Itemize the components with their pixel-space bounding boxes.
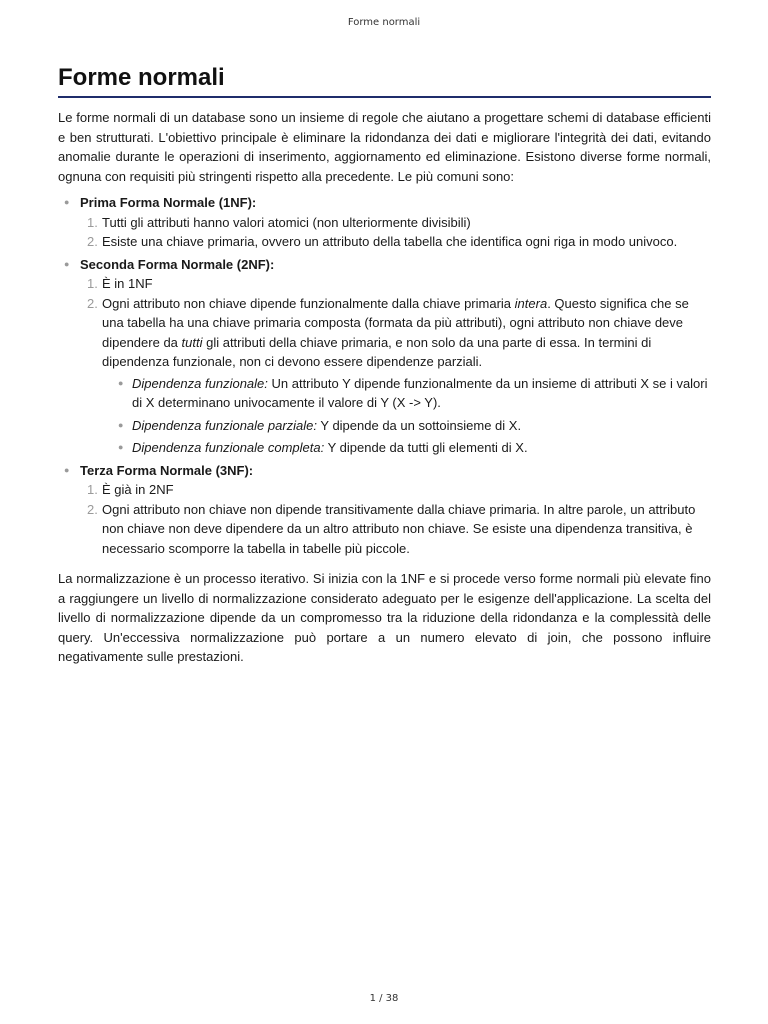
form-title-3nf: Terza Forma Normale (3NF): <box>80 462 254 478</box>
list-item-text <box>102 296 689 370</box>
bullet-icon: ● <box>118 419 124 430</box>
list-item-1nf <box>58 193 711 252</box>
normal-forms-list <box>58 193 711 558</box>
list-item <box>80 294 711 458</box>
form-title-1nf: Prima Forma Normale (1NF): <box>80 195 257 210</box>
definitions-list <box>102 374 711 458</box>
list-item <box>80 232 711 252</box>
text-segment: . Questo significa che se una tabella ha una chiave primaria composta (formata da più attributi), ogni attributo non chiave deve dipendere da <box>102 295 689 350</box>
list-item <box>80 213 711 233</box>
document-body <box>58 63 711 667</box>
list-item <box>80 500 711 559</box>
closing-paragraph: La normalizzazione è un processo iterativo. Si inizia con la 1NF e si procede verso forme normali più elevate fino a raggiungere un livello di normalizzazione considerato adeguato per le esigenze dell'applicazione. La scelta del livello di normalizzazione dipende da un compromesso tra la riduzione della ridondanza e la complessità delle query. Un'eccessiva normalizzazione può portare a un numero elevato di join, che possono influire negativamente sulle prestazioni. <box>58 571 711 664</box>
list-number: 2. <box>87 295 98 311</box>
list-number: 2. <box>87 501 98 517</box>
definition-term: Dipendenza funzionale: <box>132 375 268 391</box>
form-title-2nf: Seconda Forma Normale (2NF): <box>80 256 275 272</box>
definition-item <box>102 416 711 436</box>
list-number: 1. <box>87 214 98 230</box>
definition-text: Y dipende da un sottoinsieme di X. <box>317 417 522 433</box>
page-title: Forme normali <box>58 63 711 98</box>
bullet-icon: ● <box>64 258 70 269</box>
text-segment: Ogni attributo non chiave dipende funzionalmente dalla chiave primaria <box>102 295 515 311</box>
definition-item <box>102 374 711 413</box>
list-item <box>80 480 711 500</box>
definition-text: Y dipende da tutti gli elementi di X. <box>324 440 528 455</box>
list-number: 1. <box>87 482 98 497</box>
bullet-icon: ● <box>64 464 70 475</box>
bullet-icon: ● <box>64 197 70 207</box>
definition-term: Dipendenza funzionale parziale: <box>132 417 318 433</box>
list-item-text: È già in 2NF <box>102 482 174 497</box>
list-item-text: Tutti gli attributi hanno valori atomici (non ulteriormente divisibili) <box>102 214 471 230</box>
sub-list-1nf <box>80 213 711 252</box>
sub-list-2nf <box>80 274 711 458</box>
bullet-icon: ● <box>118 442 124 452</box>
running-header-title: Forme normali <box>347 17 421 28</box>
list-item-2nf <box>58 255 711 458</box>
definition-item <box>102 438 711 458</box>
list-item-text: Esiste una chiave primaria, ovvero un attributo della tabella che identifica ogni riga in modo univoco. <box>102 234 678 249</box>
list-item <box>80 274 711 294</box>
list-number: 2. <box>87 234 98 249</box>
list-number: 1. <box>87 276 98 291</box>
intro-paragraph: Le forme normali di un database sono un insieme di regole che aiutano a progettare schemi di database efficienti e ben strutturati. L'obiettivo principale è eliminare la ridondanza dei dati e migliorare l'integrità dei dati, evitando anomalie durante le operazioni di inserimento, aggiornamento ed eliminazione. Esistono diverse forme normali, ognuna con requisiti più stringenti rispetto alla precedente. Le più comuni sono: <box>58 110 711 184</box>
text-segment: gli attributi della chiave primaria, e non solo da una parte di essa. In termini di dipendenza funzionale, non ci devono essere dipendenze parziali. <box>102 334 652 369</box>
page-indicator: 1 / 38 <box>369 993 399 1004</box>
list-item-text: Ogni attributo non chiave non dipende transitivamente dalla chiave primaria. In altre parole, un attributo non chiave non deve dipendere da un altro attributo non chiave. Se esiste una dipendenza transitiva, è necessario scomporre la tabella in tabelle più piccole. <box>102 501 696 556</box>
definition-term: Dipendenza funzionale completa: <box>132 440 325 455</box>
list-item-3nf <box>58 461 711 559</box>
list-item-text: È in 1NF <box>102 276 153 291</box>
emphasis-text: intera <box>514 295 548 311</box>
sub-list-3nf <box>80 480 711 558</box>
definition-text: Un attributo Y dipende funzionalmente da un insieme di attributi X se i valori di X determinano univocamente il valore di Y (X -> Y). <box>132 375 708 410</box>
emphasis-text: tutti <box>181 334 203 350</box>
bullet-icon: ● <box>118 377 124 388</box>
